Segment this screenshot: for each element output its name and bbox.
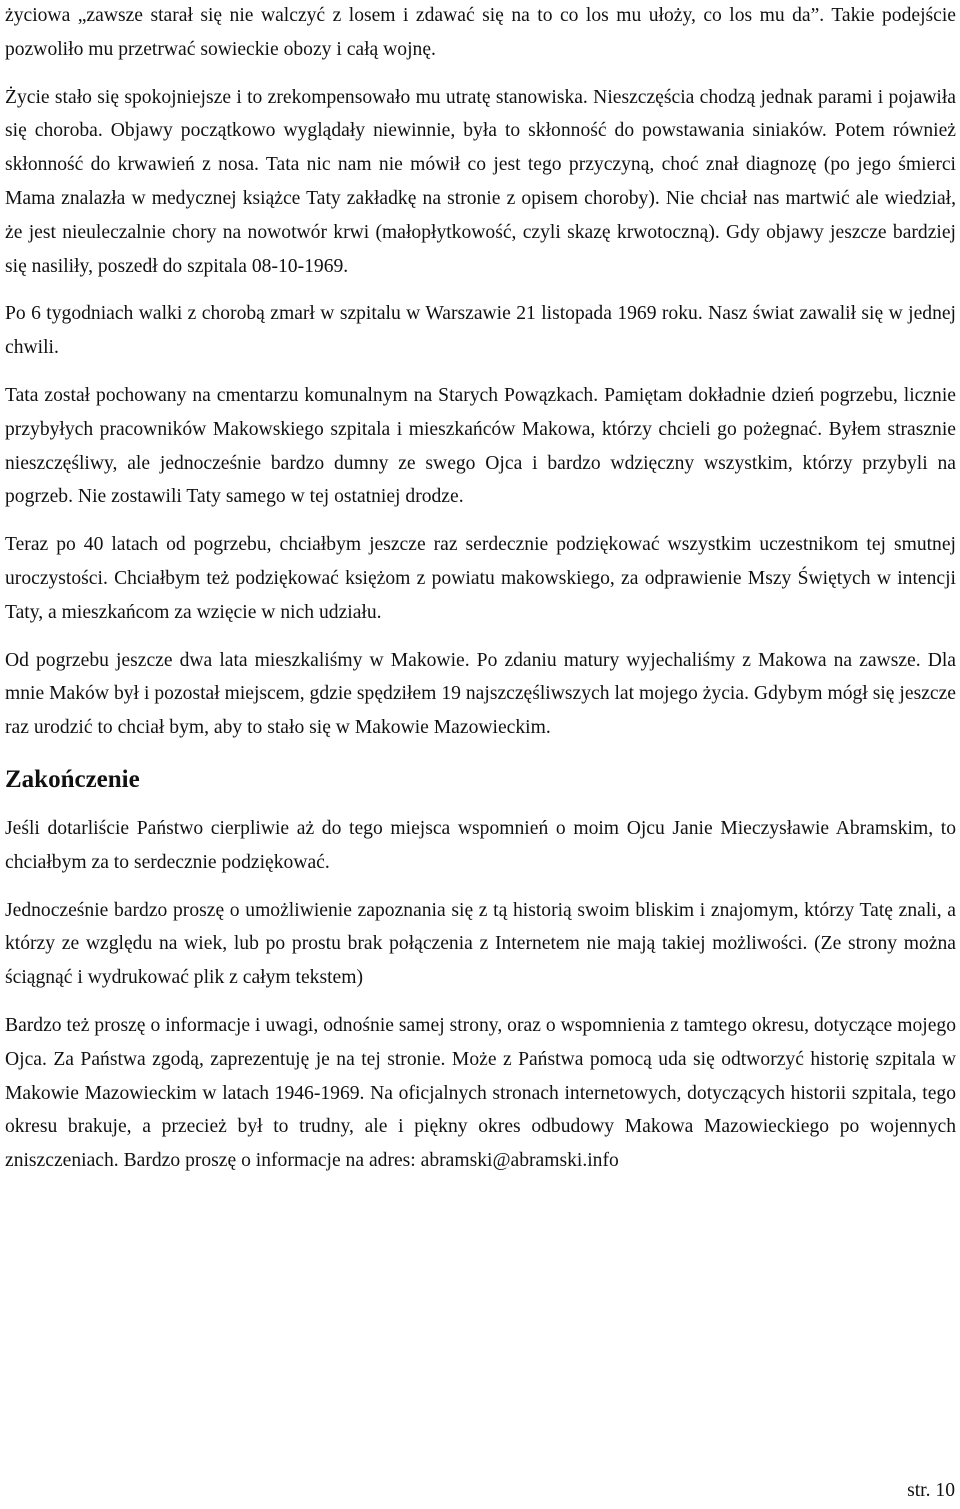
sentence: Bardzo też proszę o informacje i uwagi, odnośnie samej strony, oraz o wspomnienia z tamtego okresu, dotyczące mojego Ojca. — [5, 1014, 956, 1070]
paragraph — [5, 379, 956, 514]
sentence: Teraz po 40 latach od pogrzebu, chciałbym jeszcze raz serdecznie podziękować wszystkim uczestnikom tej smutnej uroczystości. — [5, 534, 956, 589]
closing-section — [5, 812, 956, 1178]
sentence: życiowa „zawsze starał się nie walczyć z losem i zdawać się na to co los mu ułoży, co los mu da”. — [5, 5, 825, 26]
sentence: Pamiętam dokładnie dzień pogrzebu, licznie przybyłych pracowników Makowskiego szpitala i mieszkańców Makowa, którzy chcieli go pożegnać. — [5, 384, 956, 440]
sentence: Jednocześnie bardzo proszę o umożliwienie zapoznania się z tą historią swoim bliskim i znajomym, którzy Tatę znali, a którzy ze względu na wiek, lub po prostu brak połączenia z Internetem nie mają takiej możliwości. — [5, 899, 956, 955]
sentence: Chciałbym też podziękować księżom z powiatu makowskiego, za odprawienie Mszy Świętych w intencji Taty, a mieszkańcom za wzięcie w nich udziału. — [5, 567, 956, 623]
paragraph — [5, 528, 956, 629]
sentence: Po 6 tygodniach walki z chorobą zmarł w szpitalu w Warszawie 21 listopada 1969 roku. — [5, 303, 703, 325]
sentence: Od pogrzebu jeszcze dwa lata mieszkaliśmy w Makowie. — [5, 649, 470, 671]
sentence: Gdy objawy jeszcze bardziej się nasiliły, poszedł do szpitala 08-10-1969. — [5, 221, 957, 277]
sentence: Tata został pochowany na cmentarzu komunalnym na Starych Powązkach. — [5, 384, 599, 406]
paragraph — [5, 81, 956, 284]
sentence: Potem również skłonność do krwawień z nosa. — [5, 120, 956, 176]
sentence: Na oficjalnych stronach internetowych, dotyczących historii szpitala, tego okresu brakuje, a przecież był to trudny, ale i piękny okres odbudowy Makowa Mazowieckiego po wojennych zniszczeniach. — [5, 1082, 956, 1172]
sentence: Jeśli dotarliście Państwo cierpliwie aż do tego miejsca wspomnień o moim Ojcu Janie Mieczysławie Abramskim, to chciałbym za to serdecznie podziękować. — [5, 817, 956, 873]
sentence: Może z Państwa pomocą uda się odtworzyć historię szpitala w Makowie Mazowieckim w latach 1946-1969. — [5, 1048, 956, 1104]
sentence: Objawy początkowo wyglądały niewinnie, była to skłonność do powstawania siniaków. — [102, 120, 827, 142]
paragraph — [5, 644, 956, 745]
sentence: Nie chciał nas martwić ale wiedział, że jest nieuleczalnie chory na nowotwór krwi (małopłytkowość, czyli skazę krwotoczną). — [5, 187, 956, 243]
section-heading: Zakończenie — [5, 765, 140, 793]
sentence: (Ze strony można ściągnąć i wydrukować plik z całym tekstem) — [5, 933, 956, 989]
sentence: Za Państwa zgodą, zaprezentuję je na tej stronie. — [46, 1048, 446, 1070]
sentence: Po zdaniu matury wyjechaliśmy z Makowa na zawsze. — [469, 649, 921, 671]
document-page — [5, 0, 956, 1178]
sentence: Nasz świat zawalił się w jednej chwili. — [5, 303, 957, 359]
paragraph — [5, 894, 956, 995]
sentence: Nie zostawili Taty samego w tej ostatniej drodze. — [73, 486, 464, 508]
sentence: Gdybym mógł się jeszcze raz urodzić to chciał bym, aby to stało się w Makowie Mazowieckim. — [5, 683, 956, 739]
page-number: str. 10 — [907, 1480, 955, 1501]
intro-section — [5, 0, 956, 745]
sentence: Byłem strasznie nieszczęśliwy, ale jednocześnie bardzo dumny ze swego Ojca i bardzo wdzięczny wszystkim, którzy przybyli na pogrzeb. — [5, 418, 956, 508]
sentence: Bardzo proszę o informacje na adres: abramski@abramski.info — [118, 1150, 619, 1172]
sentence: Życie stało się spokojniejsze i to zrekompensowało mu utratę stanowiska. — [5, 86, 588, 108]
paragraph — [5, 1009, 956, 1178]
paragraph — [5, 812, 956, 880]
paragraph — [5, 297, 956, 365]
sentence: Nieszczęścia chodzą jednak parami i pojawiła się choroba. — [5, 86, 956, 142]
paragraph — [5, 0, 956, 67]
sentence: Dla mnie Maków był i pozostał miejscem, gdzie spędziłem 19 najszczęśliwszych lat mojego życia. — [5, 649, 956, 705]
sentence: Takie podejście pozwoliło mu przetrwać sowieckie obozy i całą wojnę. — [5, 5, 957, 60]
sentence: Tata nic nam nie mówił co jest tego przyczyną, choć znał diagnozę (po jego śmierci Mama znalazła w medycznej książce Taty zakładkę na stronie z opisem choroby). — [5, 154, 956, 209]
